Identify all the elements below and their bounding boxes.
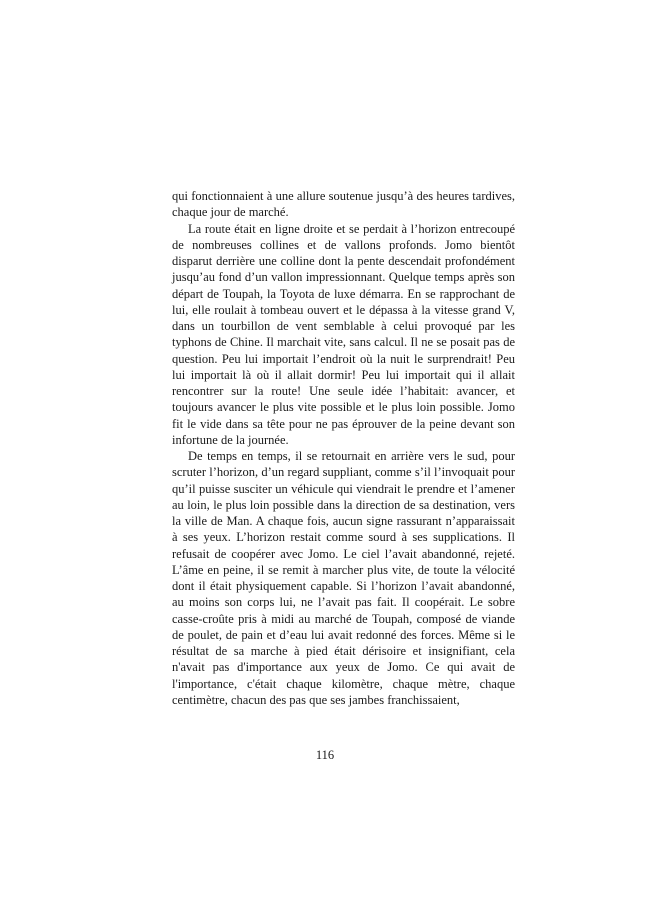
page-number: 116 <box>315 748 335 762</box>
paragraph-2: La route était en ligne droite et se perdait à l’horizon entrecoupé de nombreuses collines et de vallons profonds. Jomo bientôt disparut derrière une colline dont la pente descendait profondément jusqu’au fond d’un vallon impressionnant. Quelque temps après son départ de Toupah, la Toyota de luxe démarra. En se rapprochant de lui, elle roulait à tombeau ouvert et le dépassa à la vitesse grand V, dans un tourbillon de vent semblable à celui provoqué par les typhons de Chine. Il marchait vite, sans calcul. Il ne se posait pas de question. Peu lui importait l’endroit où la nuit le surprendrait! Peu lui importait là où il allait dormir! Peu lui importait qui il allait rencontrer sur la route! Une seule idée l’habitait: avancer, et toujours avancer le plus vite possible et le plus loin possible. Jomo fit le vide dans sa tête pour ne pas éprouver de la peine devant son infortune de la journée. <box>172 221 515 447</box>
paragraph-3: De temps en temps, il se retournait en arrière vers le sud, pour scruter l’horizon, d’un regard suppliant, comme s’il l’invoquait pour qu’il puisse susciter un véhicule qui viendrait le prendre et l’amener au loin, le plus loin possible dans la direction de sa destination, vers la ville de Man. A chaque fois, aucun signe rassurant n’apparaissait à ses yeux. L’horizon restait comme sourd à ses supplications. Il refusait de coopérer avec Jomo. Le ciel l’avait abandonné, rejeté. L’âme en peine, il se remit à marcher plus vite, de toute la vélocité dont il était physiquement capable. Si l’horizon l’avait abandonné, au moins son corps lui, ne l’avait pas fait. Il coopérait. Le sobre casse-croûte pris à midi au marché de Toupah, composé de viande de poulet, de pain et d’eau lui avait redonné des forces. Même si le résultat de sa marche à pied était dérisoire et insignifiant, cela n'avait pas d'importance aux yeux de Jomo. Ce qui avait de l'importance, c'était chaque kilomètre, chaque mètre, chaque centimètre, chacun des pas que ses jambes franchissaient, <box>172 449 515 707</box>
paragraph-1: qui fonctionnaient à une allure soutenue jusqu’à des heures tardives, chaque jour de marché. <box>172 189 515 220</box>
body-text <box>172 188 515 708</box>
